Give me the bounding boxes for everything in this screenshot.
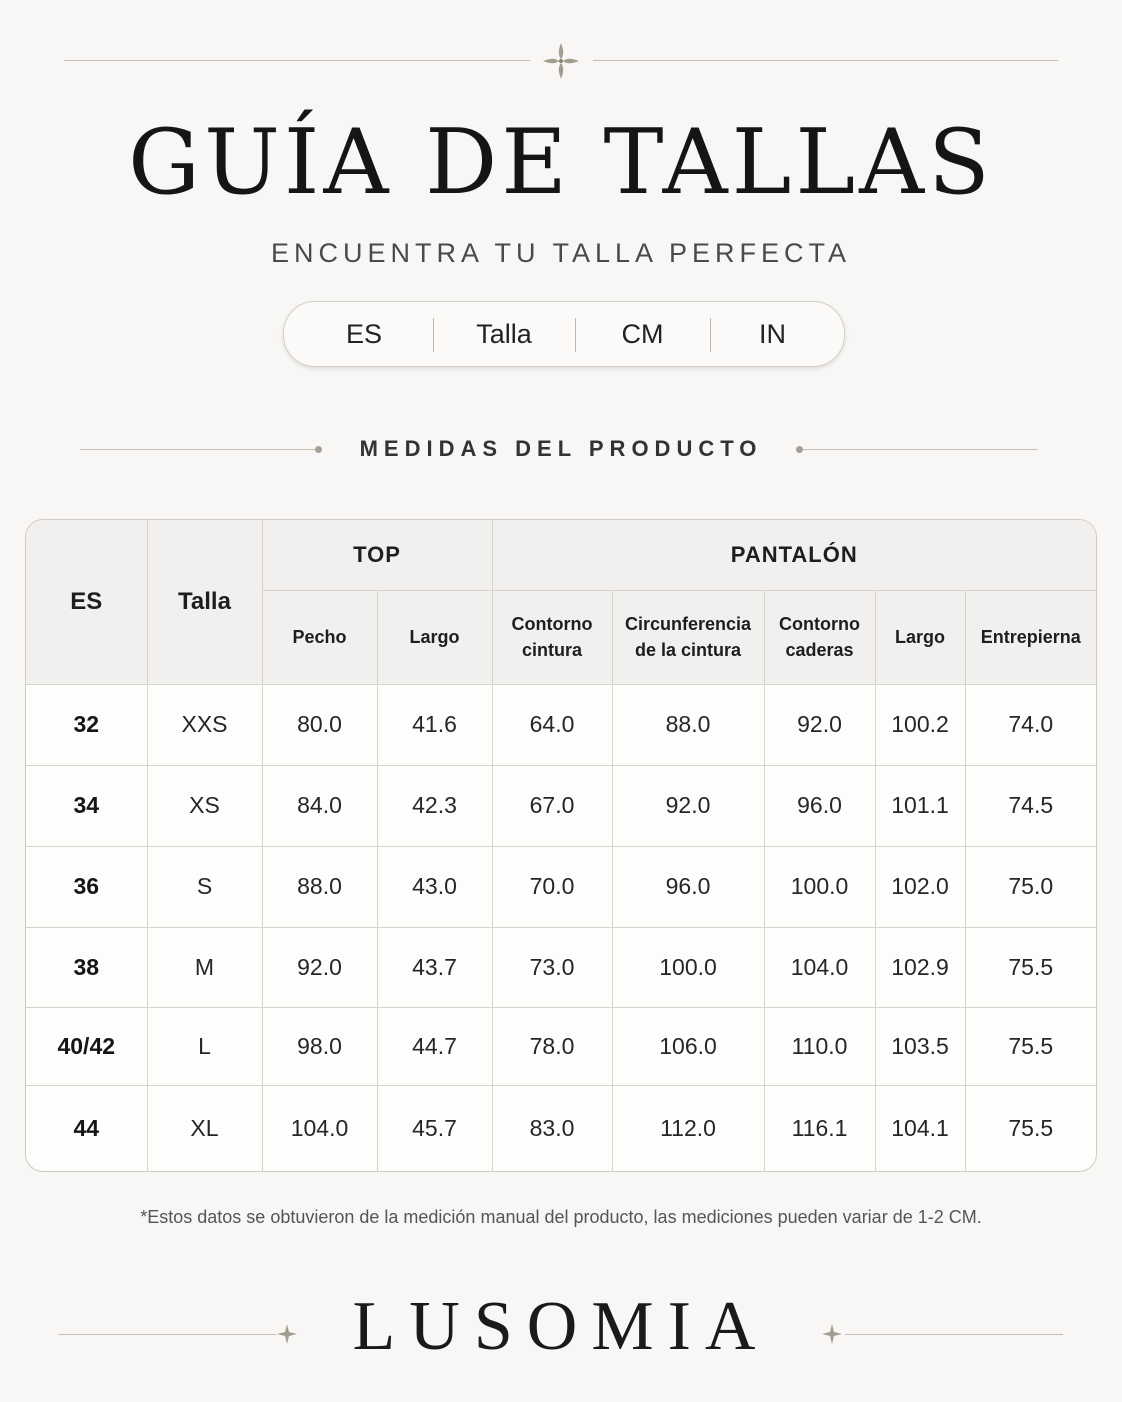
header-largo-top: Largo — [377, 590, 492, 684]
top-divider-right — [593, 60, 1058, 61]
cell-contorno-caderas: 100.0 — [764, 846, 875, 927]
cell-largo-top: 43.0 — [377, 846, 492, 927]
section-title: MEDIDAS DEL PRODUCTO — [359, 436, 763, 461]
cell-talla: M — [147, 927, 262, 1007]
header-pecho: Pecho — [262, 590, 377, 684]
cell-contorno-cintura: 73.0 — [492, 927, 612, 1007]
header-pantalon: PANTALÓN — [492, 520, 1096, 590]
cell-circunferencia-cintura: 106.0 — [612, 1007, 764, 1085]
top-divider-left — [64, 60, 530, 61]
page-title: GUÍA DE TALLAS — [128, 110, 994, 215]
cell-circunferencia-cintura: 96.0 — [612, 846, 764, 927]
cell-pecho: 88.0 — [262, 846, 377, 927]
header-es: ES — [26, 520, 147, 684]
cell-talla: XL — [147, 1085, 262, 1172]
unit-option-talla[interactable]: Talla — [476, 319, 532, 349]
table-row — [26, 846, 1096, 927]
cell-contorno-caderas: 116.1 — [764, 1085, 875, 1172]
cell-largo-pantalon: 103.5 — [875, 1007, 965, 1085]
section-dot-right — [796, 446, 803, 453]
cell-talla: XS — [147, 765, 262, 846]
brand-divider-right — [845, 1334, 1063, 1335]
unit-selector — [283, 301, 845, 367]
cell-largo-top: 44.7 — [377, 1007, 492, 1085]
cell-circunferencia-cintura: 100.0 — [612, 927, 764, 1007]
cell-talla: L — [147, 1007, 262, 1085]
cell-entrepierna: 75.5 — [965, 1085, 1096, 1172]
cell-es-size: 44 — [26, 1085, 147, 1172]
cell-es-size: 38 — [26, 927, 147, 1007]
size-table — [25, 519, 1097, 1172]
table-row — [26, 765, 1096, 846]
unit-option-in[interactable]: IN — [759, 319, 786, 349]
section-divider-right — [803, 449, 1038, 450]
cell-pecho: 98.0 — [262, 1007, 377, 1085]
cell-contorno-caderas: 96.0 — [764, 765, 875, 846]
cell-largo-pantalon: 104.1 — [875, 1085, 965, 1172]
cell-largo-top: 41.6 — [377, 684, 492, 765]
cell-entrepierna: 75.5 — [965, 1007, 1096, 1085]
cell-talla: XXS — [147, 684, 262, 765]
cell-contorno-caderas: 110.0 — [764, 1007, 875, 1085]
cell-contorno-cintura: 83.0 — [492, 1085, 612, 1172]
cell-contorno-cintura: 67.0 — [492, 765, 612, 846]
brand-name: LUSOMIA — [352, 1288, 770, 1365]
page-subtitle: ENCUENTRA TU TALLA PERFECTA — [270, 238, 852, 268]
table-row — [26, 927, 1096, 1007]
cell-largo-top: 45.7 — [377, 1085, 492, 1172]
cell-es-size: 40/42 — [26, 1007, 147, 1085]
cell-contorno-cintura: 78.0 — [492, 1007, 612, 1085]
cell-talla: S — [147, 846, 262, 927]
cell-contorno-cintura: 64.0 — [492, 684, 612, 765]
cell-largo-top: 42.3 — [377, 765, 492, 846]
cell-entrepierna: 75.5 — [965, 927, 1096, 1007]
header-largo-pantalon: Largo — [875, 590, 965, 684]
flourish-icon — [541, 41, 581, 81]
cell-entrepierna: 75.0 — [965, 846, 1096, 927]
measurement-note: *Estos datos se obtuvieron de la medición manual del producto, las mediciones pueden variar de 1-2 CM. — [140, 1207, 982, 1227]
cell-es-size: 32 — [26, 684, 147, 765]
cell-largo-pantalon: 102.0 — [875, 846, 965, 927]
sparkle-icon — [822, 1324, 842, 1344]
cell-contorno-cintura: 70.0 — [492, 846, 612, 927]
table-row — [26, 1007, 1096, 1085]
cell-pecho: 80.0 — [262, 684, 377, 765]
cell-circunferencia-cintura: 92.0 — [612, 765, 764, 846]
unit-option-cm[interactable]: CM — [621, 319, 664, 349]
cell-largo-pantalon: 102.9 — [875, 927, 965, 1007]
cell-pecho: 84.0 — [262, 765, 377, 846]
cell-circunferencia-cintura: 112.0 — [612, 1085, 764, 1172]
cell-entrepierna: 74.5 — [965, 765, 1096, 846]
header-entrepierna: Entrepierna — [965, 590, 1096, 684]
cell-es-size: 34 — [26, 765, 147, 846]
cell-contorno-caderas: 104.0 — [764, 927, 875, 1007]
cell-es-size: 36 — [26, 846, 147, 927]
header-circunferencia-cintura: Circunferencia de la cintura — [612, 590, 764, 684]
unit-option-es[interactable]: ES — [345, 319, 383, 349]
header-contorno-cintura: Contorno cintura — [492, 590, 612, 684]
cell-largo-pantalon: 101.1 — [875, 765, 965, 846]
cell-entrepierna: 74.0 — [965, 684, 1096, 765]
cell-contorno-caderas: 92.0 — [764, 684, 875, 765]
header-contorno-caderas: Contorno caderas — [764, 590, 875, 684]
table-row — [26, 684, 1096, 765]
cell-largo-top: 43.7 — [377, 927, 492, 1007]
cell-pecho: 92.0 — [262, 927, 377, 1007]
table-row — [26, 1085, 1096, 1172]
cell-circunferencia-cintura: 88.0 — [612, 684, 764, 765]
header-talla: Talla — [147, 520, 262, 684]
header-top: TOP — [262, 520, 492, 590]
cell-largo-pantalon: 100.2 — [875, 684, 965, 765]
cell-pecho: 104.0 — [262, 1085, 377, 1172]
